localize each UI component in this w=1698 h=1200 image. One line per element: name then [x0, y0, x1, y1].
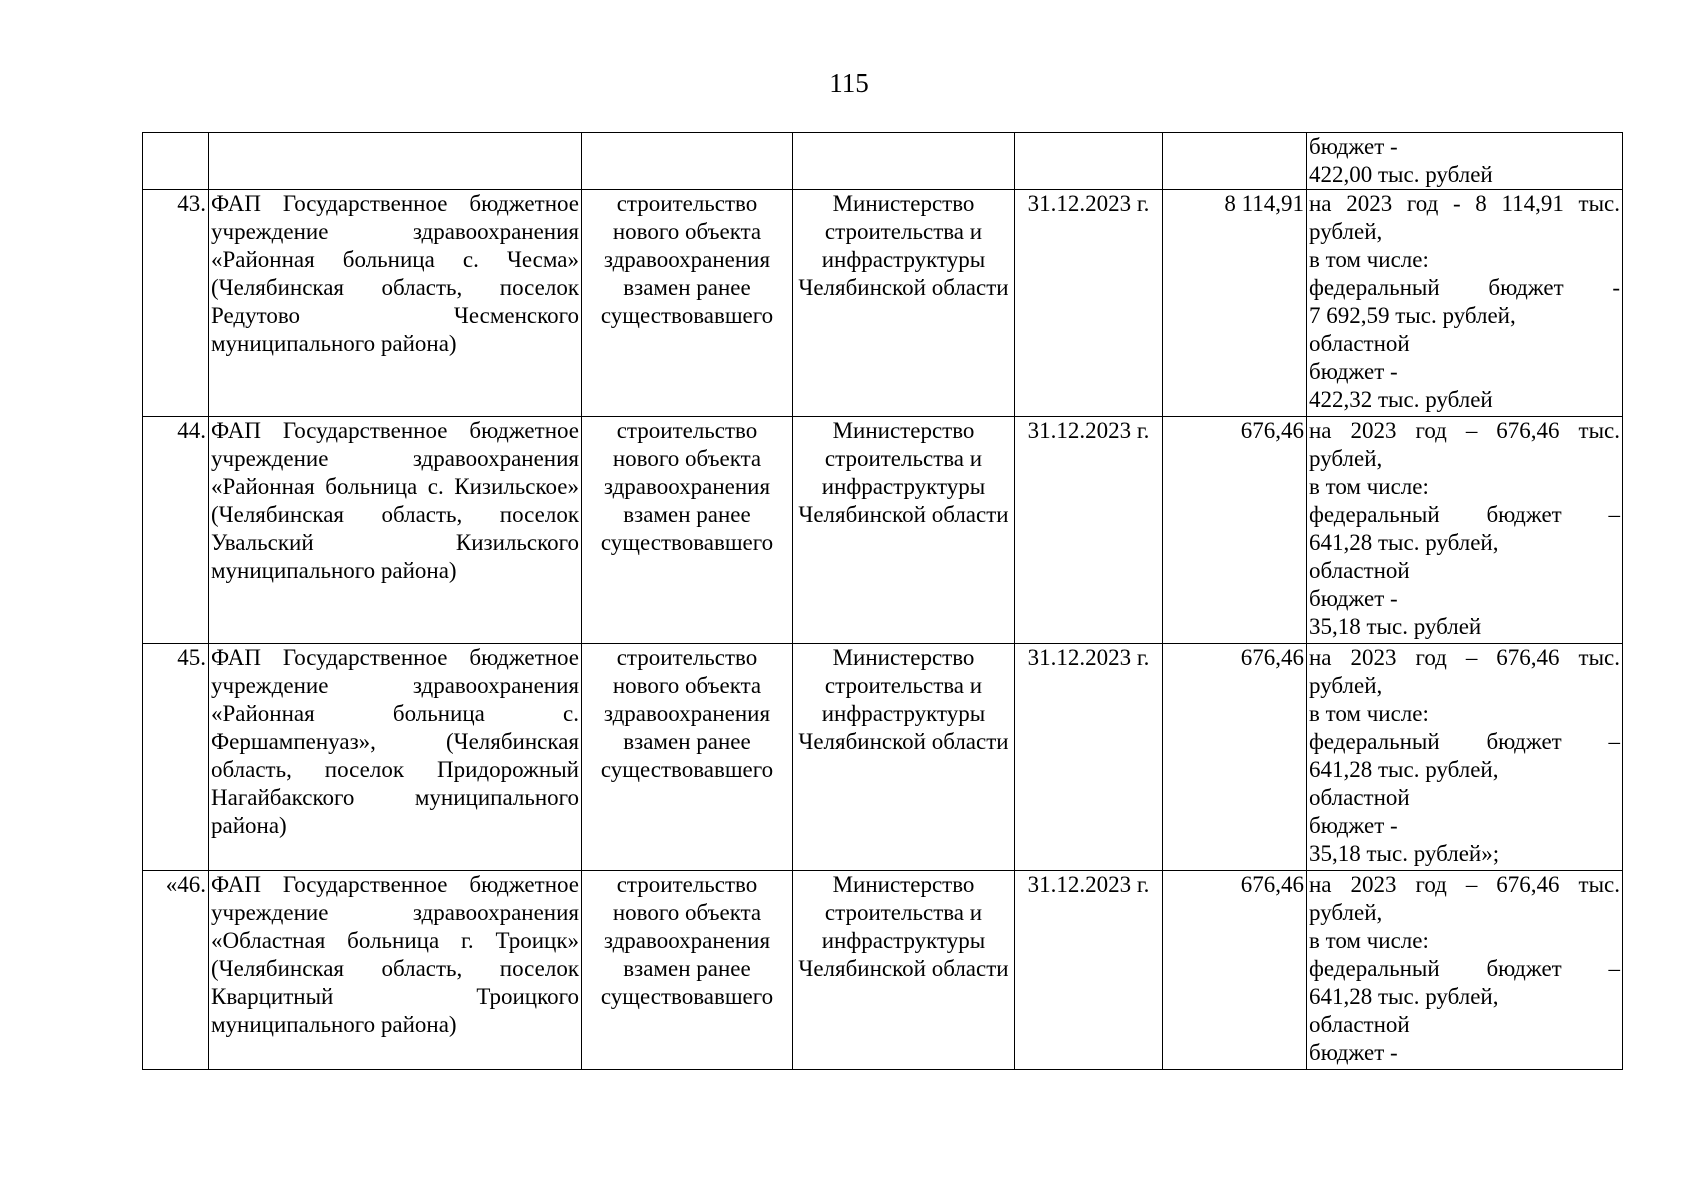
financing-line: в том числе:	[1309, 247, 1429, 272]
financing-line: 641,28 тыс. рублей,	[1309, 757, 1499, 782]
cell-name: ФАП Государственное бюджетное учреждение здравоохранения «Районная больница с. Фершампенуаз», (Челябинская область, поселок Придорожный Нагайбакского муниципального района)	[209, 644, 582, 871]
cell-executor: Министерство строительства и инфраструктуры Челябинской области	[793, 417, 1015, 644]
financing-line: на 2023 год - 8 114,91 тыс.	[1309, 191, 1620, 216]
cell-executor: Министерство строительства и инфраструктуры Челябинской области	[793, 190, 1015, 417]
table-row-continuation	[143, 133, 1623, 190]
financing-line: на 2023 год – 676,46 тыс.	[1309, 872, 1620, 897]
financing-line: 641,28 тыс. рублей,	[1309, 530, 1499, 555]
financing-line: 35,18 тыс. рублей»;	[1309, 841, 1500, 866]
financing-line: бюджет -	[1309, 134, 1398, 159]
financing-line: 422,00 тыс. рублей	[1309, 162, 1493, 187]
cell-num: 44.	[143, 417, 209, 644]
financing-line: федеральный бюджет –	[1309, 956, 1620, 981]
cell-financing	[1307, 190, 1623, 417]
cell-executor	[793, 133, 1015, 190]
financing-line: 422,32 тыс. рублей	[1309, 387, 1493, 412]
cell-amount: 8 114,91	[1163, 190, 1307, 417]
financing-line: областной	[1309, 1012, 1410, 1037]
financing-line: рублей,	[1309, 900, 1383, 925]
cell-date: 31.12.2023 г.	[1015, 190, 1163, 417]
financing-line: областной	[1309, 558, 1410, 583]
cell-executor: Министерство строительства и инфраструктуры Челябинской области	[793, 644, 1015, 871]
financing-line: на 2023 год – 676,46 тыс.	[1309, 418, 1620, 443]
page-number: 115	[829, 68, 869, 98]
table-row	[143, 417, 1623, 644]
cell-work-type: строительство нового объекта здравоохранения взамен ранее существовавшего	[582, 871, 793, 1070]
financing-line: в том числе:	[1309, 701, 1429, 726]
financing-line: рублей,	[1309, 673, 1383, 698]
financing-line: в том числе:	[1309, 474, 1429, 499]
cell-num: «46.	[143, 871, 209, 1070]
cell-work-type	[582, 133, 793, 190]
financing-line: 7 692,59 тыс. рублей,	[1309, 303, 1516, 328]
cell-amount: 676,46	[1163, 417, 1307, 644]
financing-line: 641,28 тыс. рублей,	[1309, 984, 1499, 1009]
table-row	[143, 190, 1623, 417]
cell-amount: 676,46	[1163, 644, 1307, 871]
financing-line: на 2023 год – 676,46 тыс.	[1309, 645, 1620, 670]
facilities-table	[142, 132, 1623, 1070]
cell-amount: 676,46	[1163, 871, 1307, 1070]
cell-executor: Министерство строительства и инфраструктуры Челябинской области	[793, 871, 1015, 1070]
financing-line: федеральный бюджет –	[1309, 502, 1620, 527]
cell-num: 45.	[143, 644, 209, 871]
cell-financing	[1307, 417, 1623, 644]
cell-name	[209, 133, 582, 190]
cell-financing	[1307, 133, 1623, 190]
cell-name: ФАП Государственное бюджетное учреждение здравоохранения «Областная больница г. Троицк» (Челябинская область, поселок Кварцитный Троицкого муниципального района)	[209, 871, 582, 1070]
table-row	[143, 644, 1623, 871]
financing-line: областной	[1309, 331, 1410, 356]
cell-amount	[1163, 133, 1307, 190]
financing-line: бюджет -	[1309, 359, 1398, 384]
financing-line: рублей,	[1309, 219, 1383, 244]
financing-line: в том числе:	[1309, 928, 1429, 953]
financing-line: рублей,	[1309, 446, 1383, 471]
cell-name: ФАП Государственное бюджетное учреждение здравоохранения «Районная больница с. Чесма» (Челябинская область, поселок Редутово Чесменского муниципального района)	[209, 190, 582, 417]
cell-num	[143, 133, 209, 190]
financing-line: федеральный бюджет -	[1309, 275, 1620, 300]
cell-name: ФАП Государственное бюджетное учреждение здравоохранения «Районная больница с. Кизильское» (Челябинская область, поселок Увальский Кизильского муниципального района)	[209, 417, 582, 644]
financing-line: бюджет -	[1309, 586, 1398, 611]
table-row	[143, 871, 1623, 1070]
cell-financing	[1307, 644, 1623, 871]
cell-date: 31.12.2023 г.	[1015, 871, 1163, 1070]
cell-date	[1015, 133, 1163, 190]
cell-work-type: строительство нового объекта здравоохранения взамен ранее существовавшего	[582, 417, 793, 644]
cell-date: 31.12.2023 г.	[1015, 417, 1163, 644]
financing-line: федеральный бюджет –	[1309, 729, 1620, 754]
cell-num: 43.	[143, 190, 209, 417]
cell-date: 31.12.2023 г.	[1015, 644, 1163, 871]
financing-line: бюджет -	[1309, 1040, 1398, 1065]
financing-line: бюджет -	[1309, 813, 1398, 838]
cell-work-type: строительство нового объекта здравоохранения взамен ранее существовавшего	[582, 644, 793, 871]
financing-line: областной	[1309, 785, 1410, 810]
cell-financing	[1307, 871, 1623, 1070]
cell-work-type: строительство нового объекта здравоохранения взамен ранее существовавшего	[582, 190, 793, 417]
financing-line: 35,18 тыс. рублей	[1309, 614, 1482, 639]
